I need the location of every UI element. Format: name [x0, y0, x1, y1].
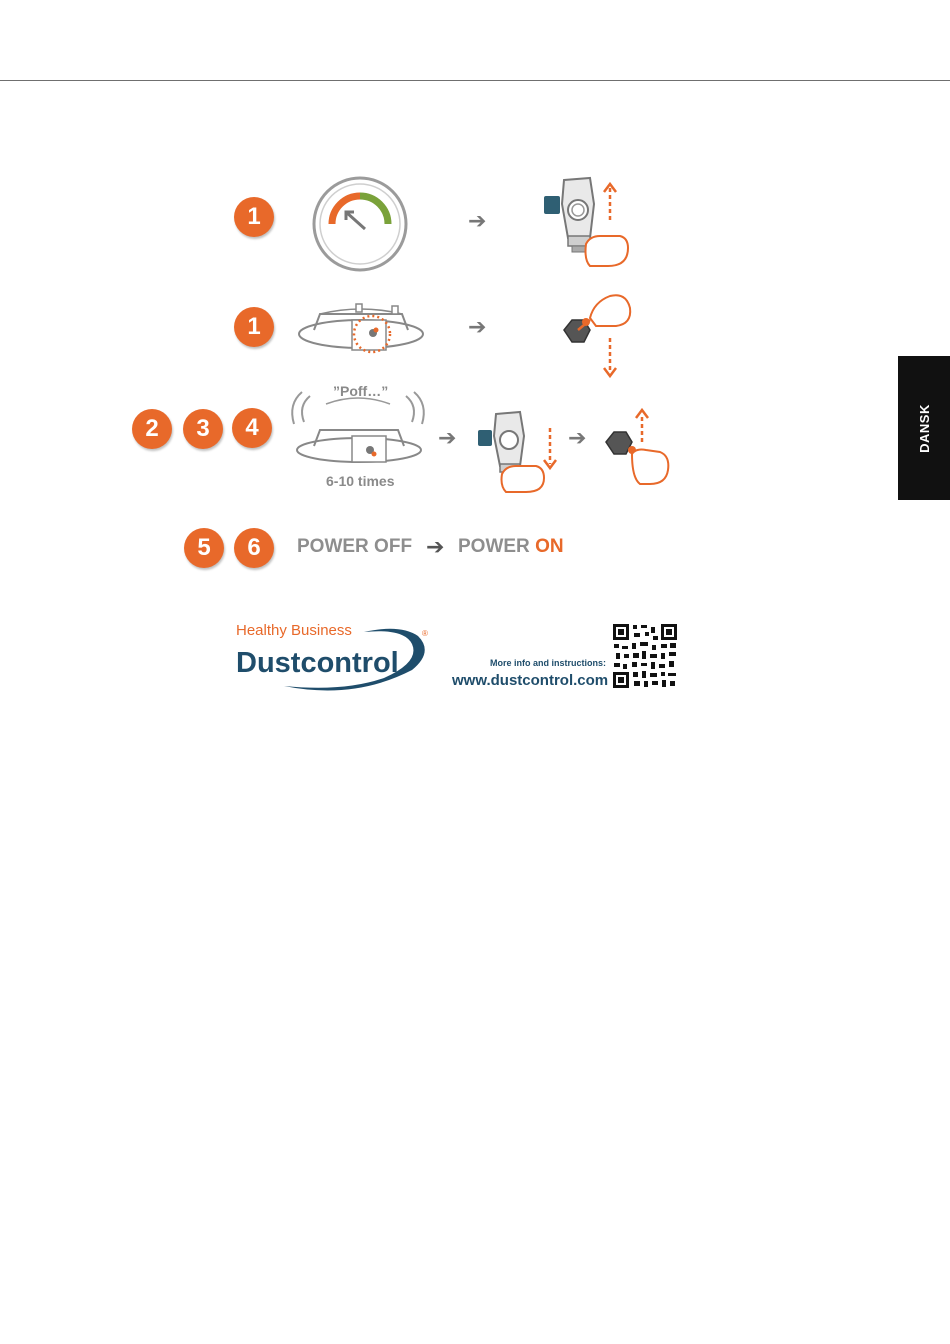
step-badge-2: 2	[132, 409, 172, 449]
power-on-suffix: ON	[535, 536, 564, 557]
header-rule	[0, 80, 950, 81]
arrow-right-icon: ➔	[568, 426, 587, 451]
filter-release-icon	[476, 408, 556, 496]
valve-knob-icon	[604, 408, 674, 488]
dust-container-icon	[296, 300, 426, 356]
gauge-icon	[310, 174, 410, 274]
qr-code-icon[interactable]	[612, 623, 678, 689]
step-badge-5: 5	[184, 528, 224, 568]
poff-label: ”Poff…”	[333, 383, 389, 399]
info-label: More info and instructions:	[490, 658, 606, 668]
language-tab-label: DANSK	[916, 403, 932, 453]
arrow-right-icon: ➔	[426, 535, 445, 560]
arrow-right-icon: ➔	[468, 315, 487, 340]
registered-mark: ®	[422, 629, 428, 638]
step-badge-1b: 1	[234, 307, 274, 347]
power-on-label	[458, 536, 564, 558]
brand-name: Dustcontrol	[236, 647, 399, 679]
step-badge-6: 6	[234, 528, 274, 568]
language-tab	[898, 356, 950, 500]
website-link[interactable]: www.dustcontrol.com	[452, 672, 609, 689]
arrow-right-icon: ➔	[468, 209, 487, 234]
dustcontrol-logo	[234, 626, 434, 696]
brand-tagline: Healthy Business	[236, 622, 352, 639]
repeat-count-label: 6-10 times	[326, 473, 395, 489]
power-on-prefix: POWER	[458, 536, 536, 557]
step-badge-4: 4	[232, 408, 272, 448]
power-off-label: POWER OFF	[297, 536, 413, 557]
step-badge-1: 1	[234, 197, 274, 237]
filter-release-icon	[542, 174, 632, 270]
step-badge-3: 3	[183, 409, 223, 449]
dust-container-icon	[294, 422, 424, 466]
arrow-right-icon: ➔	[438, 426, 457, 451]
valve-knob-icon	[560, 290, 640, 380]
vibration-lines-icon	[290, 390, 426, 426]
